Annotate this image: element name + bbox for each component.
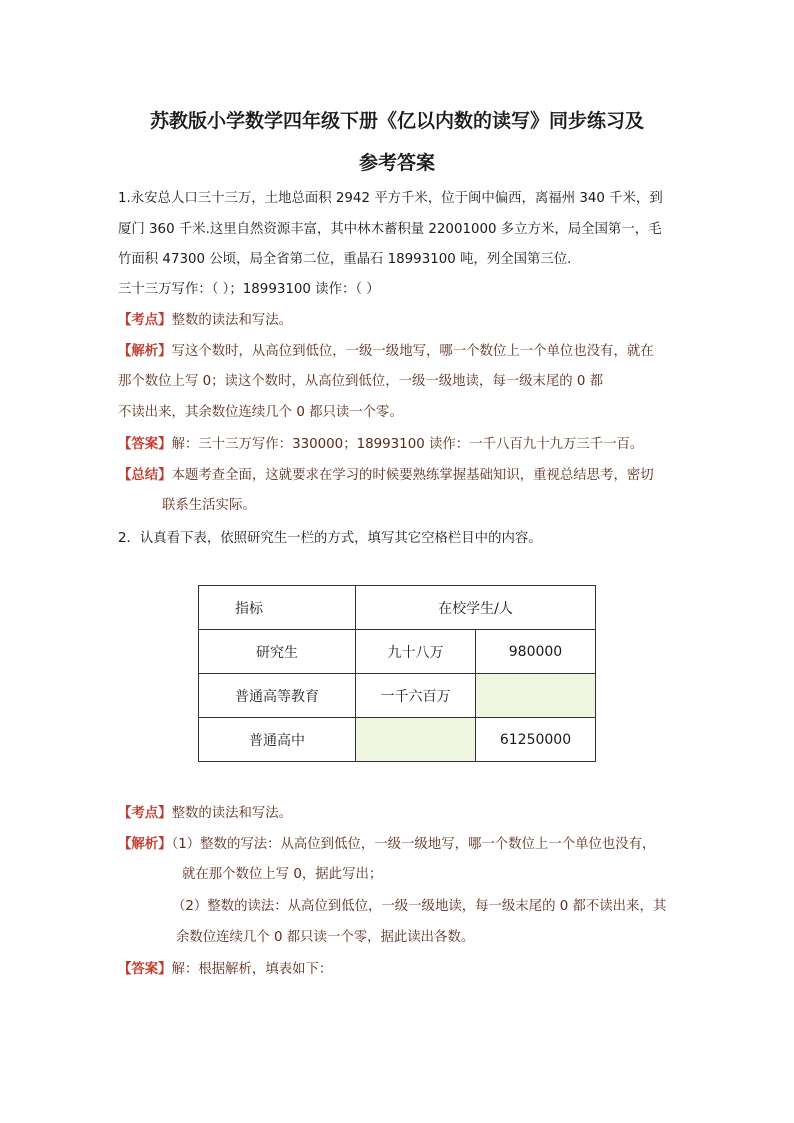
daan-tag: 【答案】 xyxy=(118,437,172,452)
table-header-row xyxy=(199,586,596,630)
student-stats-table xyxy=(198,585,596,762)
q1-text-line-3: 竹面积 47300 公顷，局全省第二位，重晶石 18993100 吨，列全国第三位. xyxy=(118,252,572,267)
kaodian-text: 整数的读法和写法。 xyxy=(171,313,293,328)
table-row xyxy=(199,630,596,674)
row-read: 九十八万 xyxy=(356,630,476,674)
daan-text: 解：根据解析，填表如下： xyxy=(171,962,333,977)
table-row xyxy=(199,674,596,718)
q2-jiexi-line-3: （2）整数的读法：从高位到低位，一级一级地读，每一级末尾的 0 都不读出来，其 xyxy=(172,899,667,914)
kaodian-text: 整数的读法和写法。 xyxy=(171,806,293,821)
q2-prompt: 2．认真看下表，依照研究生一栏的方式，填写其它空格栏目中的内容。 xyxy=(118,531,542,546)
q1-zongjie-line-2: 联系生活实际。 xyxy=(162,498,256,513)
q1-daan xyxy=(118,436,643,454)
row-indicator: 普通高等教育 xyxy=(199,674,356,718)
header-students: 在校学生/人 xyxy=(356,586,596,630)
q1-jiexi-line-1 xyxy=(118,343,654,361)
zongjie-text-1: 本题考查全面，这就要求在学习的时候要熟练掌握基础知识，重视总结思考，密切 xyxy=(171,468,654,483)
q2-jiexi-line-1 xyxy=(118,836,655,854)
row-read: 一千六百万 xyxy=(356,674,476,718)
q1-jiexi-line-2: 那个数位上写 0；读这个数时，从高位到低位，一级一级地读，每一级末尾的 0 都 xyxy=(118,374,604,389)
jiexi-tag: 【解析】 xyxy=(118,344,172,359)
jiexi-tag: 【解析】 xyxy=(118,837,172,852)
q2-jiexi-line-2: 就在那个数位上写 0，据此写出； xyxy=(182,867,383,882)
q1-blank-line: 三十三万写作：（ ）；18993100 读作：（ ） xyxy=(118,282,380,297)
row-number: 61250000 xyxy=(476,718,596,762)
jiexi-text-1: （1）整数的写法：从高位到低位，一级一级地写，哪一个数位上一个单位也没有， xyxy=(171,837,656,852)
q2-jiexi-line-4: 余数位连续几个 0 都只读一个零，据此读出各数。 xyxy=(176,930,475,945)
kaodian-tag: 【考点】 xyxy=(118,313,172,328)
q2-kaodian xyxy=(118,805,292,823)
zongjie-tag: 【总结】 xyxy=(118,468,172,483)
daan-tag: 【答案】 xyxy=(118,962,172,977)
q1-jiexi-line-3: 不读出来，其余数位连续几个 0 都只读一个零。 xyxy=(118,405,403,420)
q1-zongjie-line-1 xyxy=(118,467,654,485)
kaodian-tag: 【考点】 xyxy=(118,806,172,821)
header-indicator: 指标 xyxy=(199,586,356,630)
q2-daan xyxy=(118,961,332,979)
row-number: 980000 xyxy=(476,630,596,674)
table-row xyxy=(199,718,596,762)
row-number-blank[interactable] xyxy=(476,674,596,718)
q1-kaodian xyxy=(118,312,292,330)
q1-text-line-2: 厦门 360 千米.这里自然资源丰富，其中林木蓄积量 22001000 多立方米，局全国第一，毛 xyxy=(118,222,662,237)
row-indicator: 研究生 xyxy=(199,630,356,674)
daan-text: 解：三十三万写作：330000；18993100 读作：一千八百九十九万三千一百。 xyxy=(171,437,644,452)
document-title-line2: 参考答案 xyxy=(358,152,435,174)
jiexi-text-1: 写这个数时，从高位到低位，一级一级地写，哪一个数位上一个单位也没有，就在 xyxy=(171,344,654,359)
row-indicator: 普通高中 xyxy=(199,718,356,762)
row-read-blank[interactable] xyxy=(356,718,476,762)
q1-text-line-1: 1.永安总人口三十三万，土地总面积 2942 平方千米，位于闽中偏西，离福州 340 千米，到 xyxy=(118,191,663,206)
document-title-line1: 苏教版小学数学四年级下册《亿以内数的读写》同步练习及 xyxy=(149,110,644,132)
